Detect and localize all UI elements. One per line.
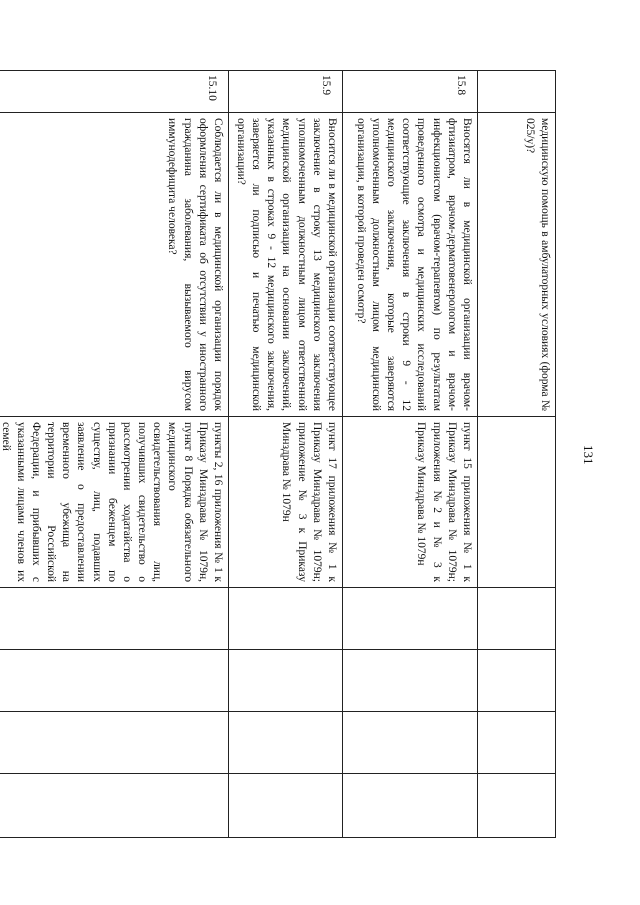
answer-cell — [343, 650, 478, 712]
answer-cell — [343, 588, 478, 650]
answer-cell — [229, 774, 343, 838]
answer-cell — [0, 774, 229, 838]
row-number — [478, 71, 556, 113]
question-cell: Вносятся ли в медицинской организации врачом-фтизиатром, врачом-дерматовенерологом и врачом-инфекционистом (врачом-терапевтом) по результатам проведенного осмотра и медицинских исследований соответствующие заключения в строки 9 - 12 медицинского заключения, которые заверяются уполномоченным должностным лицом медицинской организации, в которой проведен осмотр? — [343, 113, 478, 417]
answer-cell — [0, 588, 229, 650]
table-row — [343, 71, 478, 838]
checklist-table — [0, 70, 556, 838]
basis-cell: пункт 17 приложения № 1 к Приказу Минздрава № 1079н; приложение № 3 к Приказу Минздрава № 1079н — [229, 417, 343, 588]
table-row — [229, 71, 343, 838]
answer-cell — [0, 650, 229, 712]
table-row — [478, 71, 556, 838]
answer-cell — [478, 774, 556, 838]
basis-cell: пункты 2, 16 приложения № 1 к Приказу Минздрава № 1079н, пункт 8 Порядка обязательного медицинского освидетельствования лиц, получивших свидетельство о рассмотрении ходатайства о признании беженцем по существу, лиц, подавших заявление о предоставлении временного убежища на территории Российской Федерации, и прибывших с указанными лицами членов их семей — [0, 417, 229, 588]
question-cell: медицинскую помощь в амбулаторных условиях (форма № 025/у)? — [478, 113, 556, 417]
question-cell: Соблюдается ли в медицинской организации порядок оформления сертификата об отсутствии у иностранного гражданина заболевания, вызываемого вирусом иммунодефицита человека? — [0, 113, 229, 417]
answer-cell — [478, 588, 556, 650]
answer-cell — [478, 712, 556, 774]
answer-cell — [0, 712, 229, 774]
row-number: 15.10 — [0, 71, 229, 113]
answer-cell — [229, 650, 343, 712]
table-container — [0, 70, 556, 837]
answer-cell — [229, 588, 343, 650]
basis-cell: пункт 15 приложения № 1 к Приказу Минздрава № 1079н; приложения №2 и № 3 к Приказу Минздрава № 1079н — [343, 417, 478, 588]
row-number: 15.8 — [343, 71, 478, 113]
answer-cell — [343, 712, 478, 774]
page-number: 131 — [581, 445, 596, 465]
answer-cell — [229, 712, 343, 774]
answer-cell — [343, 774, 478, 838]
answer-cell — [478, 650, 556, 712]
question-cell: Вносится ли в медицинской организации соответствующее заключение в строку 13 медицинского заключения уполномоченным должностным лицом ответственной медицинской организации на основании заключений, указанных в строках 9 - 12 медицинского заключения, заверяется ли подписью и печатью медицинской организации? — [229, 113, 343, 417]
basis-cell — [478, 417, 556, 588]
row-number: 15.9 — [229, 71, 343, 113]
table-row — [0, 71, 229, 838]
